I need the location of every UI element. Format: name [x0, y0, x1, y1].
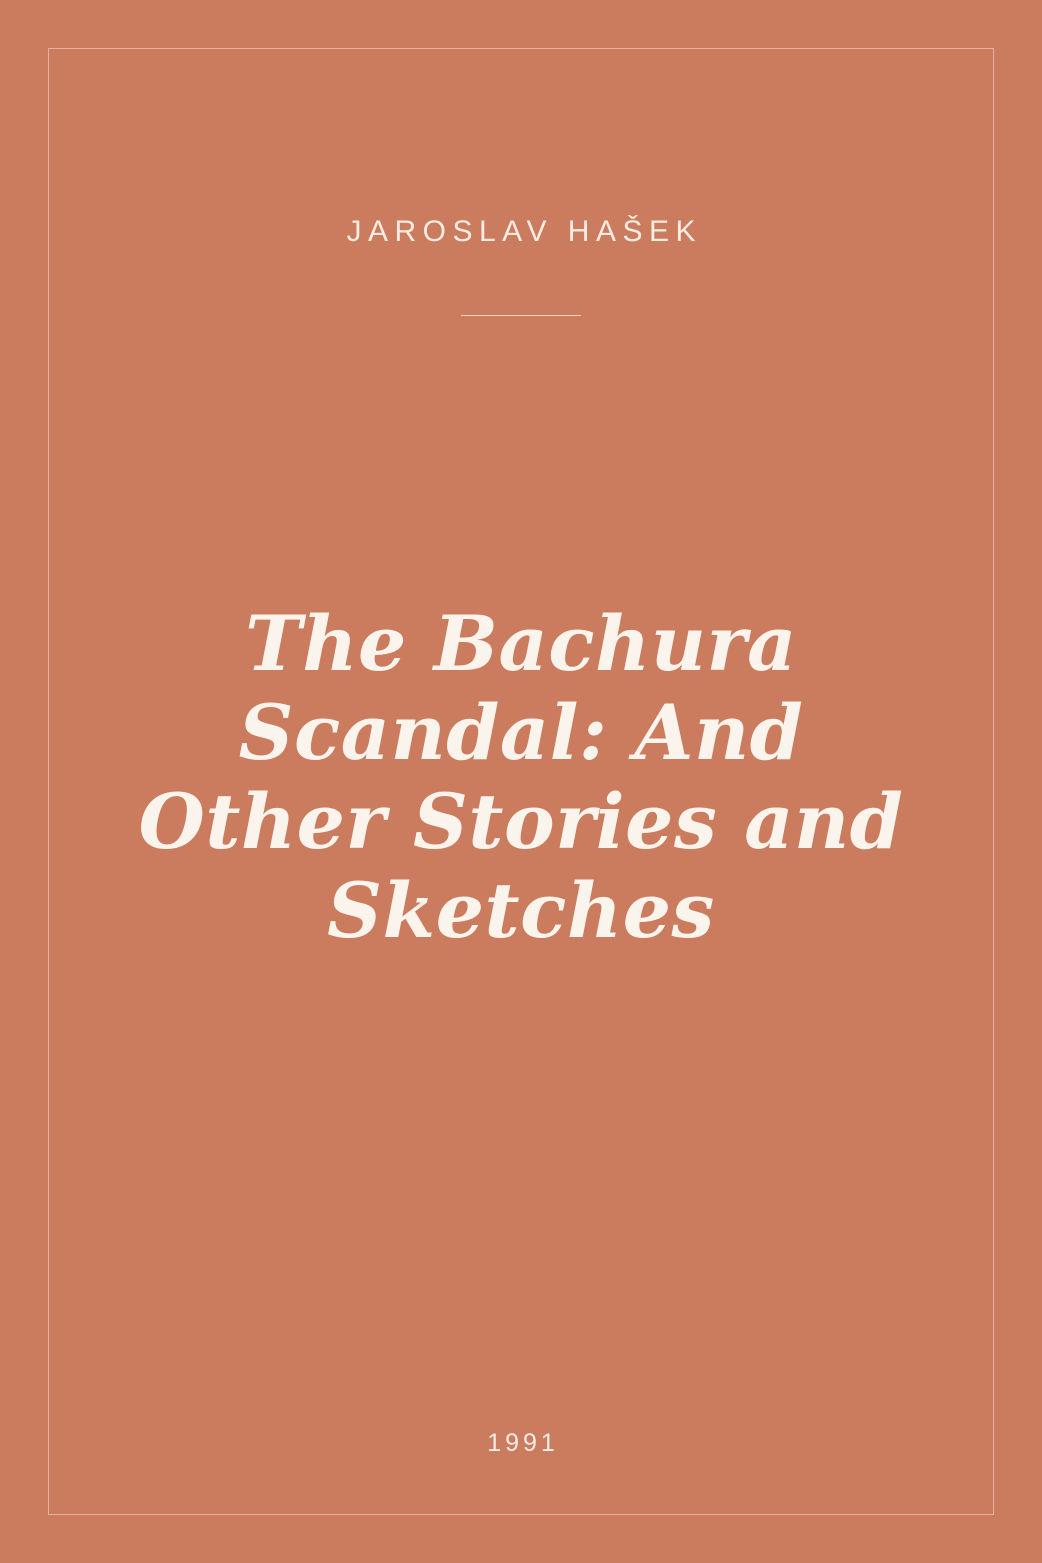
author-name: JAROSLAV HAŠEK	[346, 215, 703, 248]
divider-rule	[461, 315, 581, 316]
publication-year: 1991	[487, 1429, 559, 1457]
book-title: The Bachura Scandal: And Other Stories and Sketches	[138, 599, 904, 955]
